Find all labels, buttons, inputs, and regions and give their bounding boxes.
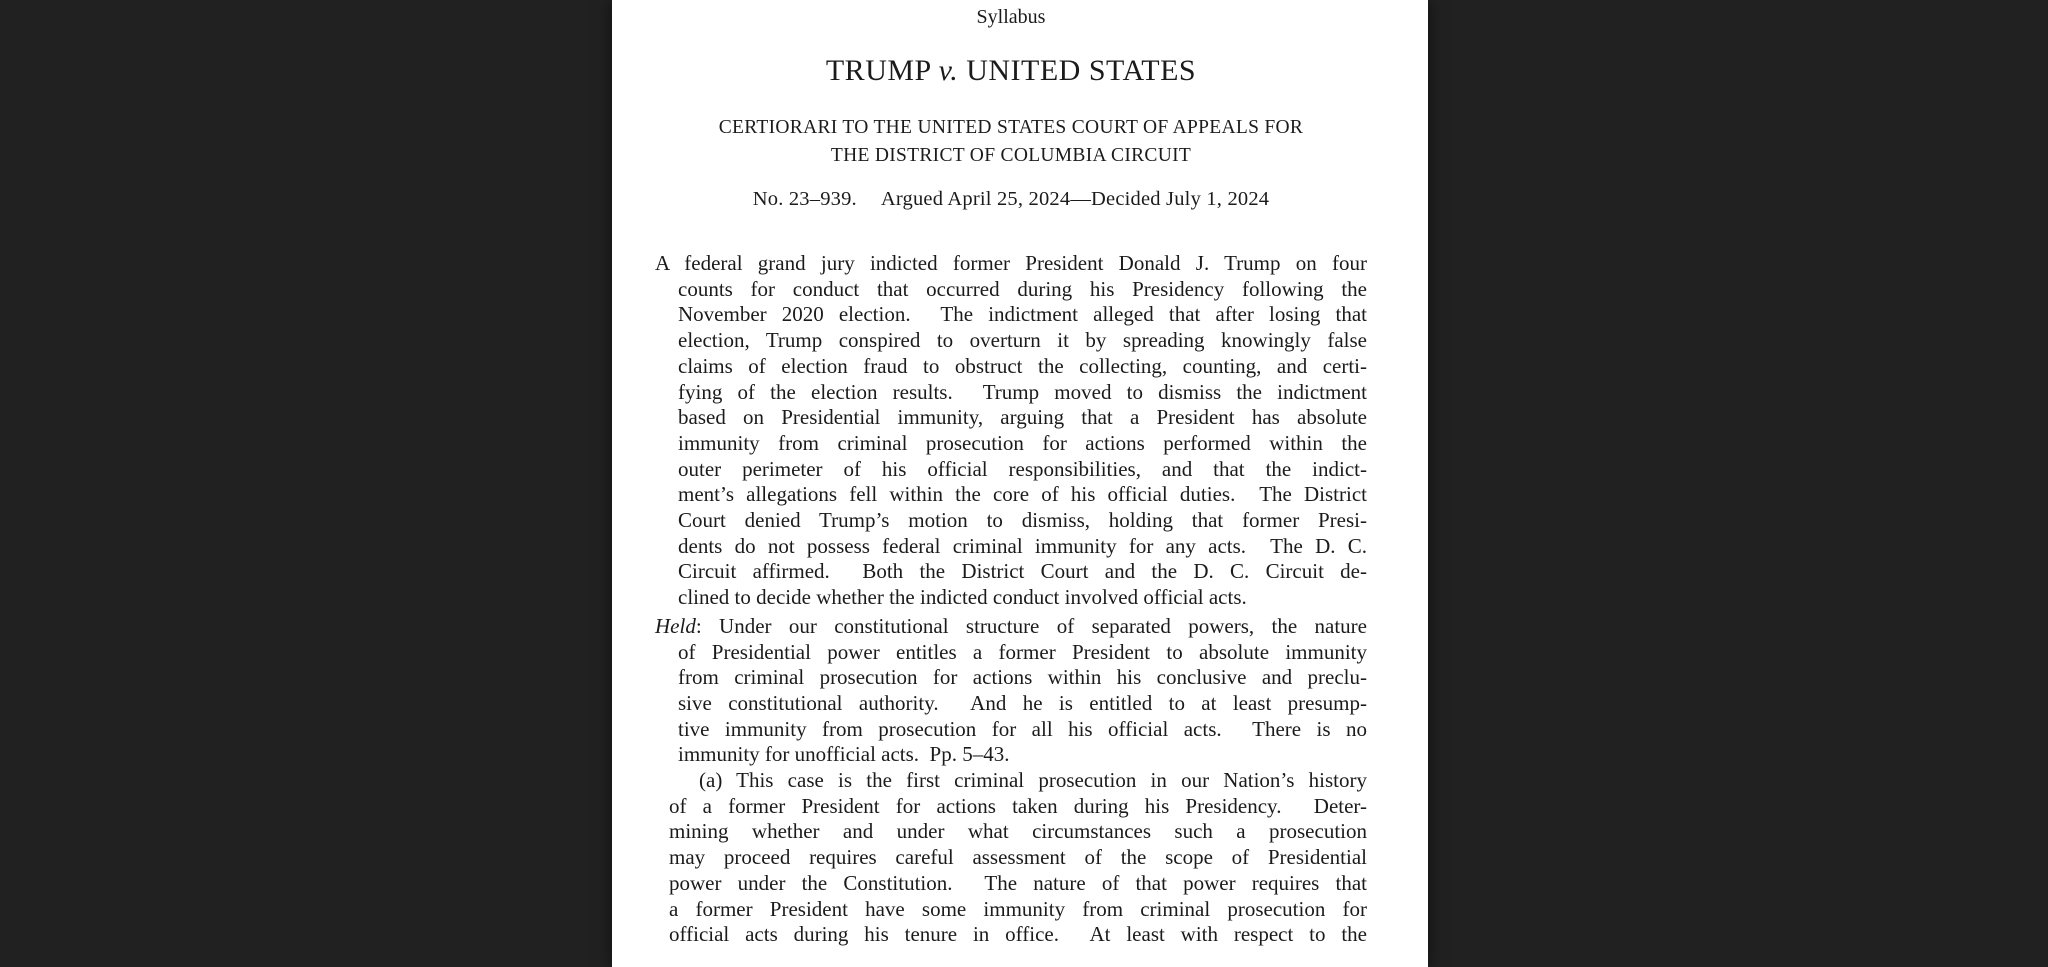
text-line: clined to decide whether the indicted conduct involved official acts.: [678, 585, 1247, 610]
paragraph-3: [655, 768, 1367, 948]
text-line: Held: Under our constitutional structure of separated powers, the nature: [655, 613, 1367, 638]
certiorari-heading: [655, 114, 1367, 170]
text-line: ment’s allegations fell within the core of his official duties. The District: [678, 482, 1367, 507]
syllabus-body: [655, 251, 1367, 948]
paragraph-1: [655, 251, 1367, 611]
docket-line: [655, 187, 1367, 211]
text-line: fying of the election results. Trump moved to dismiss the indictment: [678, 379, 1367, 404]
text-line: power under the Constitution. The nature of that power requires that: [669, 870, 1367, 895]
case-title-petitioner: TRUMP: [825, 54, 931, 87]
held-italic-label: Held: [655, 613, 696, 638]
text-line: a former President have some immunity from criminal prosecution for: [669, 896, 1367, 921]
text-line: A federal grand jury indicted former President Donald J. Trump on four: [655, 251, 1367, 275]
text-line: immunity for unofficial acts. Pp. 5–43.: [678, 742, 1010, 767]
certiorari-line-1: CERTIORARI TO THE UNITED STATES COURT OF APPEALS FOR: [718, 117, 1304, 138]
text-line: outer perimeter of his official responsibilities, and that the indict-: [678, 456, 1367, 481]
docket-dates: Argued April 25, 2024—Decided July 1, 2024: [880, 188, 1270, 210]
text-line: (a) This case is the first criminal prosecution in our Nation’s history: [699, 768, 1367, 793]
case-title-versus: v.: [938, 54, 959, 87]
text-line: November 2020 election. The indictment alleged that after losing that: [678, 302, 1367, 327]
text-line: of Presidential power entitles a former President to absolute immunity: [678, 639, 1367, 664]
text-line: based on Presidential immunity, arguing that a President has absolute: [678, 405, 1367, 430]
case-title-respondent: UNITED STATES: [966, 54, 1197, 87]
text-line: immunity from criminal prosecution for actions performed within the: [678, 430, 1367, 455]
text-line: mining whether and under what circumstances such a prosecution: [669, 819, 1367, 844]
document-page: [612, 0, 1428, 967]
text-line: election, Trump conspired to overturn it by spreading knowingly false: [678, 328, 1367, 353]
text-line: Court denied Trump’s motion to dismiss, holding that former Presi-: [678, 508, 1367, 533]
text-line: sive constitutional authority. And he is entitled to at least presump-: [678, 690, 1367, 715]
text-line: tive immunity from prosecution for all his official acts. There is no: [678, 716, 1367, 741]
text-line: dents do not possess federal criminal immunity for any acts. The D. C.: [678, 533, 1367, 558]
paragraph-2: [655, 614, 1367, 768]
docket-number: No. 23–939.: [752, 188, 857, 210]
text-line: official acts during his tenure in office. At least with respect to the: [669, 922, 1367, 947]
text-line: counts for conduct that occurred during his Presidency following the: [678, 276, 1367, 301]
certiorari-line-2: THE DISTRICT OF COLUMBIA CIRCUIT: [830, 145, 1192, 166]
text-line: of a former President for actions taken during his Presidency. Deter-: [669, 793, 1367, 818]
running-head: Syllabus: [976, 6, 1046, 28]
text-line: from criminal prosecution for actions within his conclusive and preclu-: [678, 665, 1367, 690]
text-line: may proceed requires careful assessment of the scope of Presidential: [669, 845, 1367, 870]
text-line: Circuit affirmed. Both the District Court and the D. C. Circuit de-: [678, 559, 1367, 584]
text-line: claims of election fraud to obstruct the collecting, counting, and certi-: [678, 353, 1367, 378]
case-title: [655, 54, 1367, 88]
